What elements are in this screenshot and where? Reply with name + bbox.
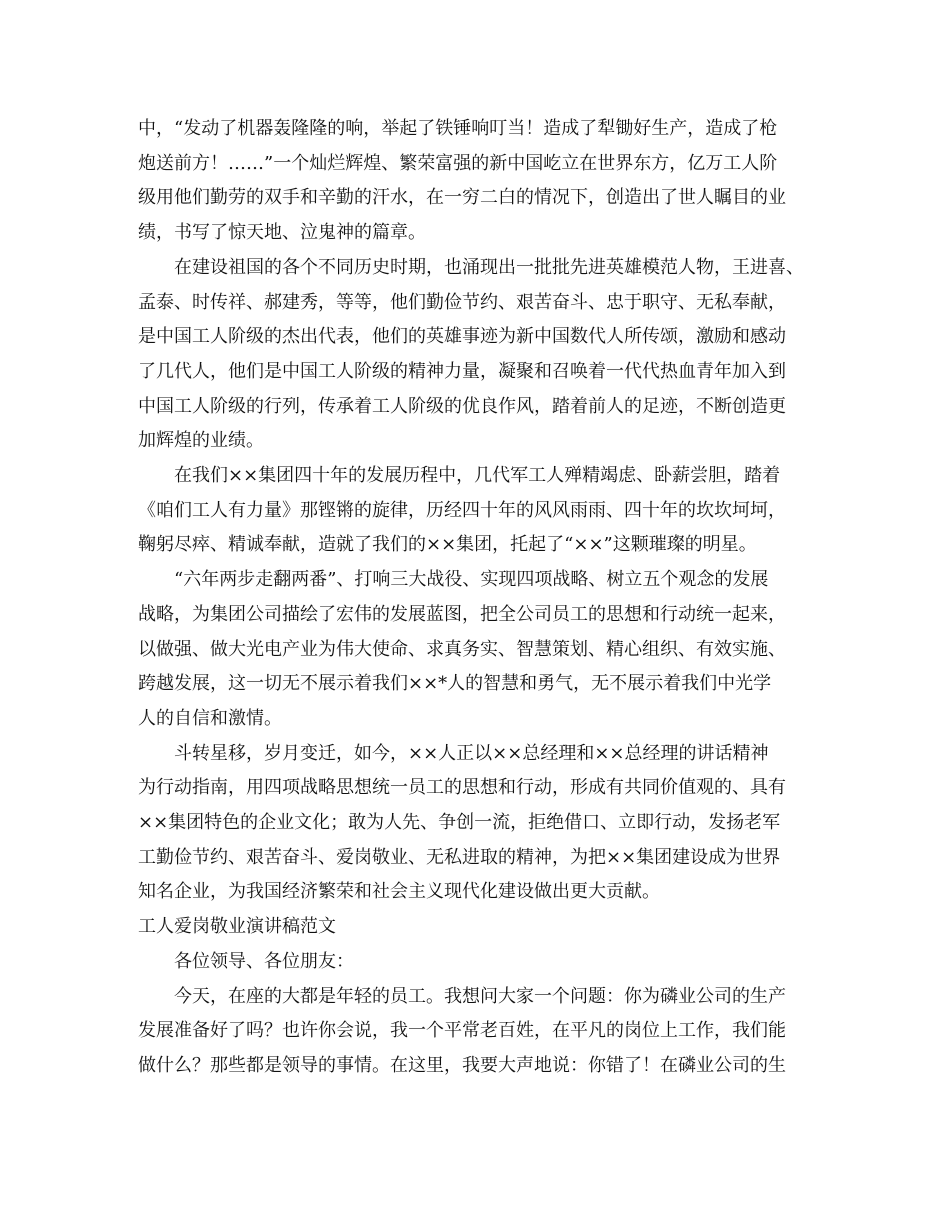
- text-line: 孟泰、时传祥、郝建秀，等等，他们勤俭节约、艰苦奋斗、忠于职守、无私奉献，: [138, 291, 786, 313]
- paragraph-1: [138, 112, 828, 251]
- text-line: 级用他们勤劳的双手和辛勤的汗水，在一穷二白的情况下，创造出了世人瞩目的业: [138, 187, 786, 209]
- text-line: “六年两步走翻两番”、打响三大战役、实现四项战略、树立五个观念的发展: [174, 569, 769, 591]
- text-line: 知名企业，为我国经济繁荣和社会主义现代化建设做出更大贡献。: [138, 881, 660, 903]
- text-line: 今天，在座的大都是年轻的员工。我想问大家一个问题：你为磷业公司的生产: [174, 985, 786, 1007]
- text-line: ××集团特色的企业文化；敢为人先、争创一流，拒绝借口、立即行动，发扬老军: [138, 812, 781, 834]
- text-line: 在建设祖国的各个不同历史时期，也涌现出一批批先进英雄模范人物，王进喜、: [174, 256, 804, 278]
- paragraph-6: [138, 980, 828, 1084]
- text-line: 中，“发动了机器轰隆隆的响，举起了铁锤响叮当！造成了犁锄好生产，造成了枪: [138, 118, 778, 139]
- text-line: 鞠躬尽瘁、精诚奉献，造就了我们的××集团，托起了“××”这颗璀璨的明星。: [138, 534, 757, 556]
- text-line: 人的自信和激情。: [138, 707, 282, 729]
- text-line: 工勤俭节约、艰苦奋斗、爱岗敬业、无私进取的精神，为把××集团建设成为世界: [138, 846, 781, 868]
- text-line: 加辉煌的业绩。: [138, 430, 264, 452]
- text-line: 为行动指南，用四项战略思想统一员工的思想和行动，形成有共同价值观的、具有: [138, 777, 786, 799]
- text-line: 在我们××集团四十年的发展历程中，几代军工人殚精竭虑、卧薪尝胆，踏着: [174, 465, 781, 487]
- greeting: 各位领导、各位朋友：: [174, 950, 354, 972]
- text-line: 跨越发展，这一切无不展示着我们××*人的智慧和勇气，无不展示着我们中光学: [138, 673, 772, 695]
- text-line: 以做强、做大光电产业为伟大使命、求真务实、智慧策划、精心组织、有效实施、: [138, 638, 786, 660]
- text-line: 斗转星移，岁月变迁，如今，××人正以××总经理和××总经理的讲话精神: [174, 742, 769, 764]
- paragraph-2: [138, 251, 828, 459]
- document-body: [138, 112, 828, 1084]
- text-line: 做什么？那些都是领导的事情。在这里，我要大声地说：你错了！在磷业公司的生: [138, 1054, 786, 1076]
- text-line: 是中国工人阶级的杰出代表，他们的英雄事迹为新中国数代人所传颂，激励和感动: [138, 326, 786, 348]
- section-title: 工人爱岗敬业演讲稿范文: [138, 916, 336, 938]
- paragraph-3: [138, 459, 828, 563]
- paragraph-5: [138, 737, 828, 911]
- text-line: 绩，书写了惊天地、泣鬼神的篇章。: [138, 222, 426, 244]
- text-line: 炮送前方！……”一个灿烂辉煌、繁荣富强的新中国屹立在世界东方，亿万工人阶: [138, 152, 778, 174]
- text-line: 中国工人阶级的行列，传承着工人阶级的优良作风，踏着前人的足迹，不断创造更: [138, 395, 786, 417]
- text-line: 《咱们工人有力量》那铿锵的旋律，历经四十年的风风雨雨、四十年的坎坎坷坷，: [138, 499, 786, 521]
- paragraph-4: [138, 563, 828, 737]
- text-line: 发展准备好了吗？也许你会说，我一个平常老百姓，在平凡的岗位上工作，我们能: [138, 1020, 786, 1042]
- text-line: 战略，为集团公司描绘了宏伟的发展蓝图，把全公司员工的思想和行动统一起来，: [138, 603, 786, 625]
- text-line: 了几代人，他们是中国工人阶级的精神力量，凝聚和召唤着一代代热血青年加入到: [138, 360, 786, 382]
